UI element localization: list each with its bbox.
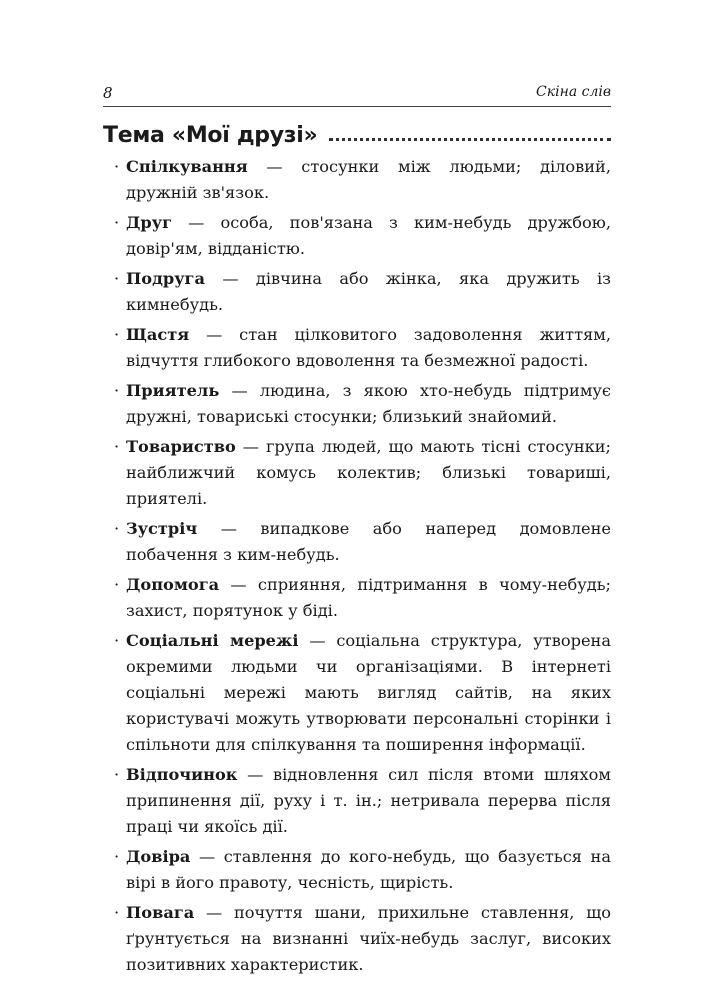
- glossary-entry: [113, 266, 611, 318]
- entry-term: Друг: [126, 213, 172, 232]
- bullet-icon: ·: [114, 213, 120, 232]
- topic-title: Тема «Мої друзі»: [103, 122, 318, 148]
- bullet-icon: ·: [114, 575, 120, 594]
- glossary-entry: [113, 516, 611, 568]
- entry-term: Відпочинок: [126, 765, 238, 784]
- entry-definition: — група людей, що мають тісні стосунки; найближчий комусь колектив; близькі товариші, приятелі.: [126, 437, 611, 508]
- entry-term: Щастя: [126, 325, 190, 344]
- entry-definition: — дівчина або жінка, яка дружить із кимнебудь.: [126, 269, 611, 314]
- entry-term: Подруга: [126, 269, 205, 288]
- entry-definition: — стосунки між людьми; діловий, дружній зв'язок.: [126, 157, 611, 202]
- entry-term: Соціальні мережі: [126, 631, 299, 650]
- entry-definition: — соціальна структура, утворена окремими людьми чи організаціями. В інтернеті соціальні мережі мають вигляд сайтів, на яких користувачі можуть утворювати персональні сторінки і спільноти для спілкування та поширення інформації.: [126, 631, 611, 754]
- bullet-icon: ·: [114, 519, 120, 538]
- bullet-icon: ·: [114, 325, 120, 344]
- running-title: Скіна слів: [536, 84, 611, 100]
- entry-term: Приятель: [126, 381, 220, 400]
- glossary-entry: [113, 378, 611, 430]
- entry-definition: — стан цілковитого задоволення життям, відчуття глибокого вдоволення та безмежної радості.: [126, 325, 611, 370]
- entry-term: Спілкування: [126, 157, 248, 176]
- bullet-icon: ·: [114, 847, 120, 866]
- entry-definition: — людина, з якою хто-небудь підтримує дружні, товариські стосунки; близький знайомий.: [126, 381, 611, 426]
- page-header: [103, 84, 611, 107]
- bullet-icon: ·: [114, 157, 120, 176]
- glossary-entry: [113, 900, 611, 978]
- entry-definition: — сприяння, підтримання в чому-небудь; захист, порятунок у біді.: [126, 575, 611, 620]
- entry-definition: — випадкове або наперед домовлене побачення з ким-небудь.: [126, 519, 611, 564]
- entry-term: Повага: [126, 903, 195, 922]
- bullet-icon: ·: [114, 765, 120, 784]
- glossary-entry: [113, 322, 611, 374]
- glossary-entry: [113, 572, 611, 624]
- glossary-list: [113, 150, 611, 978]
- entry-term: Товариство: [126, 437, 236, 456]
- page-number: 8: [103, 84, 113, 102]
- topic-heading: [103, 118, 611, 152]
- entry-term: Довіра: [126, 847, 191, 866]
- bullet-icon: ·: [114, 381, 120, 400]
- glossary-entry: [113, 154, 611, 206]
- entry-definition: — ставлення до кого-небудь, що базується на вірі в його правоту, чесність, щирість.: [126, 847, 611, 892]
- glossary-entry: [113, 762, 611, 840]
- glossary-entry: [113, 434, 611, 512]
- entry-definition: — відновлення сил після втоми шляхом припинення дії, руху і т. ін.; нетривала перерва після праці чи якоїсь дії.: [126, 765, 611, 836]
- entry-definition: — почуття шани, прихильне ставлення, що ґрунтується на визнанні чиїх-небудь заслуг, високих позитивних характеристик.: [126, 903, 611, 974]
- bullet-icon: ·: [114, 631, 120, 650]
- glossary-entry: [113, 210, 611, 262]
- entry-definition: — особа, пов'язана з ким-небудь дружбою, довір'ям, відданістю.: [126, 213, 611, 258]
- glossary-entry: [113, 628, 611, 758]
- entry-term: Допомога: [126, 575, 220, 594]
- entry-term: Зустріч: [126, 519, 198, 538]
- bullet-icon: ·: [114, 269, 120, 288]
- bullet-icon: ·: [114, 903, 120, 922]
- bullet-icon: ·: [114, 437, 120, 456]
- dotted-leader: [329, 135, 611, 141]
- glossary-entry: [113, 844, 611, 896]
